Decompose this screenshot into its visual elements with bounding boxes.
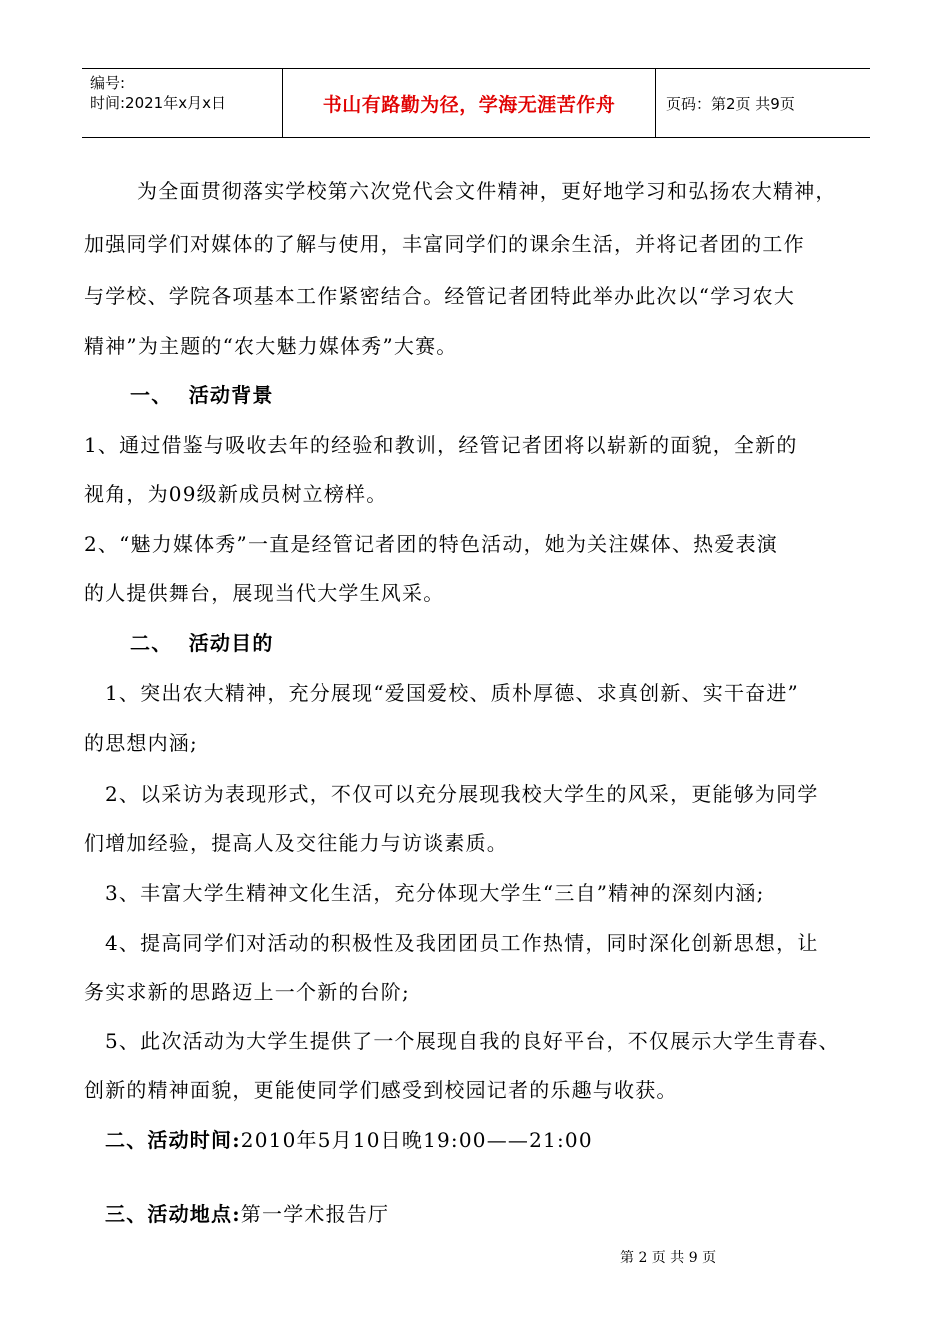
list-item: 务实求新的思路迈上一个新的台阶; bbox=[84, 980, 410, 1004]
list-item: 的人提供舞台，展现当代大学生风采。 bbox=[84, 581, 445, 605]
list-item: 2、以采访为表现形式，不仅可以充分展现我校大学生的风采，更能够为同学 bbox=[105, 782, 819, 806]
list-item: 4、提高同学们对活动的积极性及我团团员工作热情，同时深化创新思想，让 bbox=[105, 931, 819, 955]
page-footer: 第 2 页 共 9 页 bbox=[620, 1250, 717, 1266]
header-meta bbox=[82, 69, 283, 137]
list-item: 1、突出农大精神，充分展现“爱国爱校、质朴厚德、求真创新、实干奋进” bbox=[105, 681, 799, 705]
section-heading: 二、 活动目的 bbox=[130, 631, 274, 655]
activity-time bbox=[0, 1127, 950, 1153]
section-heading: 一、 活动背景 bbox=[130, 383, 274, 407]
list-item: 5、此次活动为大学生提供了一个展现自我的良好平台，不仅展示大学生青春、 bbox=[105, 1029, 840, 1053]
place-title: 三、活动地点: bbox=[105, 1202, 241, 1226]
time-title: 二、活动时间: bbox=[105, 1128, 241, 1152]
motto: 书山有路勤为径，学海无涯苦作舟 bbox=[322, 93, 616, 116]
time-label: 时间:2021年x月x日 bbox=[90, 94, 226, 112]
intro-line: 精神”为主题的“农大魅力媒体秀”大赛。 bbox=[84, 334, 458, 358]
page-label: 页码：第2页 共9页 bbox=[666, 94, 795, 113]
header-motto-cell bbox=[283, 69, 656, 137]
list-item: 们增加经验，提高人及交往能力与访谈素质。 bbox=[84, 831, 508, 855]
list-item: 的思想内涵; bbox=[84, 731, 198, 755]
document-header bbox=[82, 68, 870, 138]
number-label: 编号: bbox=[90, 74, 126, 92]
intro-line: 与学校、学院各项基本工作紧密结合。经管记者团特此举办此次以“学习农大 bbox=[84, 284, 796, 308]
list-item: 创新的精神面貌，更能使同学们感受到校园记者的乐趣与收获。 bbox=[84, 1078, 678, 1102]
list-item: 1、通过借鉴与吸收去年的经验和教训，经管记者团将以崭新的面貌，全新的 bbox=[84, 433, 798, 457]
intro-line: 加强同学们对媒体的了解与使用，丰富同学们的课余生活，并将记者团的工作 bbox=[84, 232, 805, 256]
list-item: 视角，为09级新成员树立榜样。 bbox=[84, 482, 388, 506]
time-value: 2010年5月10日晚19:00——21:00 bbox=[240, 1128, 593, 1152]
header-page-cell bbox=[656, 69, 870, 137]
activity-place bbox=[0, 1201, 950, 1227]
place-value: 第一学术报告厅 bbox=[240, 1202, 390, 1226]
list-item: 3、丰富大学生精神文化生活，充分体现大学生“三自”精神的深刻内涵; bbox=[105, 881, 765, 905]
list-item: 2、“魅力媒体秀”一直是经管记者团的特色活动，她为关注媒体、热爱表演 bbox=[84, 532, 778, 556]
intro-line: 为全面贯彻落实学校第六次党代会文件精神，更好地学习和弘扬农大精神， bbox=[137, 179, 837, 203]
